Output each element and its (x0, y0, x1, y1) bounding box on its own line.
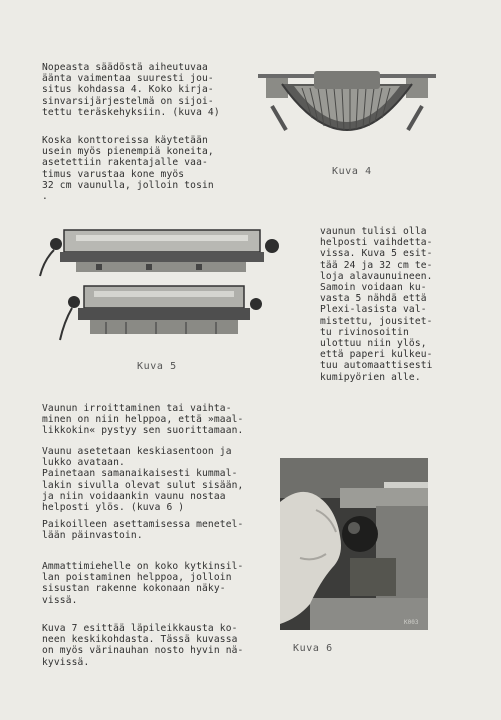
figure-6-carriage-latch-photo (280, 458, 428, 630)
paragraph-easy-removal: Vaunun irroittaminen tai vaihta- minen on niin helppoa, että »maal- likkokin« pystyy sen suorittamaan. (42, 403, 244, 437)
paragraph-carriage-sizes: Koska konttoreissa käytetään usein myös pienempiä koneita, asetettiin rakentajalle vaa- timus varustaa kone myös 32 cm vaunulla, jolloin tosin . (42, 135, 214, 203)
paragraph-typebar-springs: Nopeasta säädöstä aiheutuvaa äänta vaimentaa suuresti jou- situs kohdassa 4. Koko kirja- sinvarsijärjestelmä on sijoi- tettu teräskehyksiin. (kuva 4) (42, 62, 220, 118)
figure-5-carriages (36, 220, 282, 348)
figure-6-stamp-label: K003 (404, 619, 419, 626)
figure-6-caption: Kuva 6 (293, 643, 333, 654)
paragraph-cross-section: Kuva 7 esittää läpileikkausta ko- neen keskikohdasta. Tässä kuvassa on myös värinauhan nosto hyvin nä- kyvissä. (42, 623, 244, 668)
paragraph-professional: Ammattimiehelle on koko kytkinsil- lan poistaminen helppoa, jolloin sisustan rakenne kokonaan näky- vissä. (42, 561, 244, 606)
figure-4-typebar-segment (252, 66, 442, 156)
paragraph-removal-steps: Vaunu asetetaan keskiasentoon ja lukko avataan. Painetaan samanaikaisesti kummal- lakin sivulla olevat sulut sisään, ja niin voidaankin vaunu nostaa helposti ylös. (kuva 6 ) (42, 446, 244, 514)
paragraph-carriage-exchange: vaunun tulisi olla helposti vaihdetta- vissa. Kuva 5 esit- tää 24 ja 32 cm te- loja alavaunuineen. Samoin voidaan ku- vasta 5 nähdä että Plexi-lasista val- mistettu, jousitet- tu rivinosoitin ulottuu niin ylös, että paperi kulkeu- tuu automaattisesti kumipyörien alle. (320, 226, 433, 383)
paragraph-reinstall: Paikoilleen asettamisessa menetel- lään päinvastoin. (42, 519, 244, 542)
figure-4-caption: Kuva 4 (332, 166, 372, 177)
figure-5-caption: Kuva 5 (137, 361, 177, 372)
